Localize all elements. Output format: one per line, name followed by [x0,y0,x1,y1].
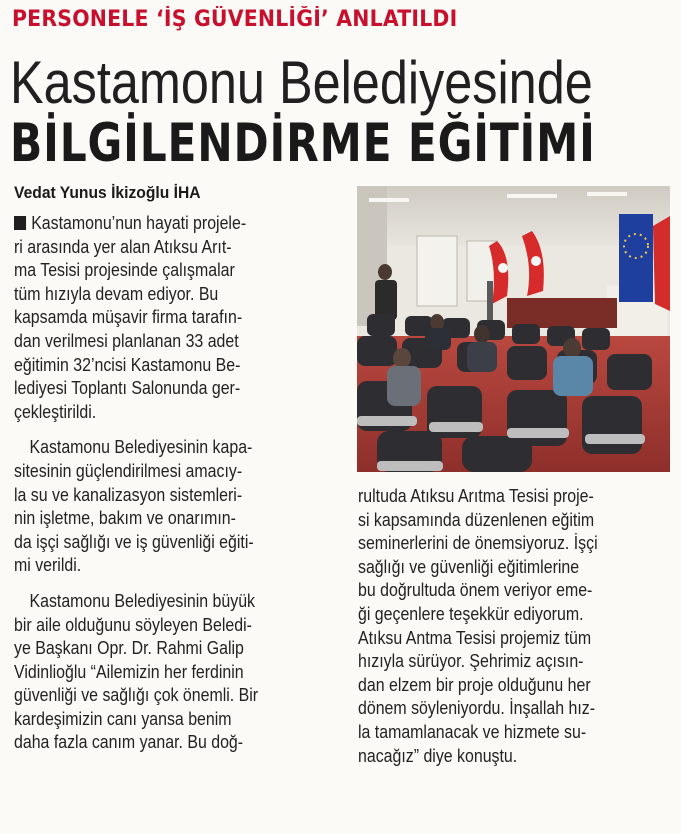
paragraph-line: tüm hızıyla devam ediyor. Bu [14,282,219,304]
paragraph-line: Kastamonu Belediyesinin kapa- [29,436,253,458]
paragraph-line: sitesinin güçlendirilmesi amacıy- [14,459,243,481]
paragraph-line: dönem söyleniyordu. İnşallah hız- [358,697,596,719]
paragraph-line: la su ve kanalizasyon sistemleri- [14,483,243,505]
paragraph-line: kapsamda müşavir firma tarafın- [14,306,243,328]
article-column-2 [358,484,673,767]
paragraph-line: si kapsamında düzenlenen eğitim [358,508,595,530]
paragraph-line: sağlığı ve güvenliği eğitimlerine [358,555,580,577]
paragraph-line: rultuda Atıksu Arıtma Tesisi proje- [358,485,594,506]
paragraph-line: Kastamonu’nun hayati projele- [14,211,298,235]
article-column-1 [14,211,344,754]
paragraph-line: eğitimin 32’ncisi Kastamonu Be- [14,353,241,375]
paragraph-line: ye Başkanı Opr. Dr. Rahmi Galip [14,637,244,659]
paragraph-line: bir aile olduğunu söyleyen Beledi- [14,613,252,635]
paragraph-line: mi verildi. [14,554,82,576]
meeting-room-photo [357,186,670,472]
paragraph-line: nacağız” diye konuştu. [358,744,518,766]
paragraph-line: çekleştirildi. [14,400,97,422]
paragraph-line: dan elzem bir proje olduğunu her [358,673,591,695]
paragraph-line: ri arasında yer alan Atıksu Arıt- [14,235,232,257]
paragraph-line: dan verilmesi planlanan 33 adet [14,329,239,351]
paragraph-line: Vidinlioğlu “Ailemizin her ferdinin [14,660,244,682]
article-photo [357,186,670,472]
paragraph-line: da işçi sağlığı ve iş güvenliği eğiti- [14,530,254,552]
article-kicker: PERSONELE ‘İŞ GÜVENLİĞİ’ ANLATILDI [12,7,458,32]
paragraph-line: la tamamlanacak ve hizmete su- [358,720,587,742]
paragraph-marker-icon [14,216,26,230]
paragraph-line: nin işletme, bakım ve onarımın- [14,507,236,529]
headline-line-2: BİLGİLENDİRME EĞİTİMİ [10,113,596,174]
paragraph-line: ği geçenlere teşekkür ediyorum. [358,602,584,624]
paragraph-line: ma Tesisi projesinde çalışmalar [14,259,235,281]
byline: Vedat Yunus İkizoğlu İHA [14,183,201,202]
paragraph-line: güvenliği ve sağlığı çok önemli. Bir [14,684,259,706]
paragraph-line: daha fazla canım yanar. Bu doğ- [14,731,244,753]
paragraph-line: hızıyla sürüyor. Şehrimiz açısın- [358,650,584,672]
paragraph-line: bu doğrultuda önem veriyor eme- [358,579,593,601]
paragraph-line: seminerlerini de önemsiyoruz. İşçi [358,532,598,554]
paragraph-line: Atıksu Antma Tesisi projemiz tüm [358,626,592,648]
headline-line-1: Kastamonu Belediyesinde [10,49,593,116]
paragraph-line: kardeşimizin canı yansa benim [14,707,232,729]
paragraph-line: Kastamonu Belediyesinin büyük [29,589,256,611]
paragraph-line: lediyesi Toplantı Salonunda ger- [14,377,241,399]
